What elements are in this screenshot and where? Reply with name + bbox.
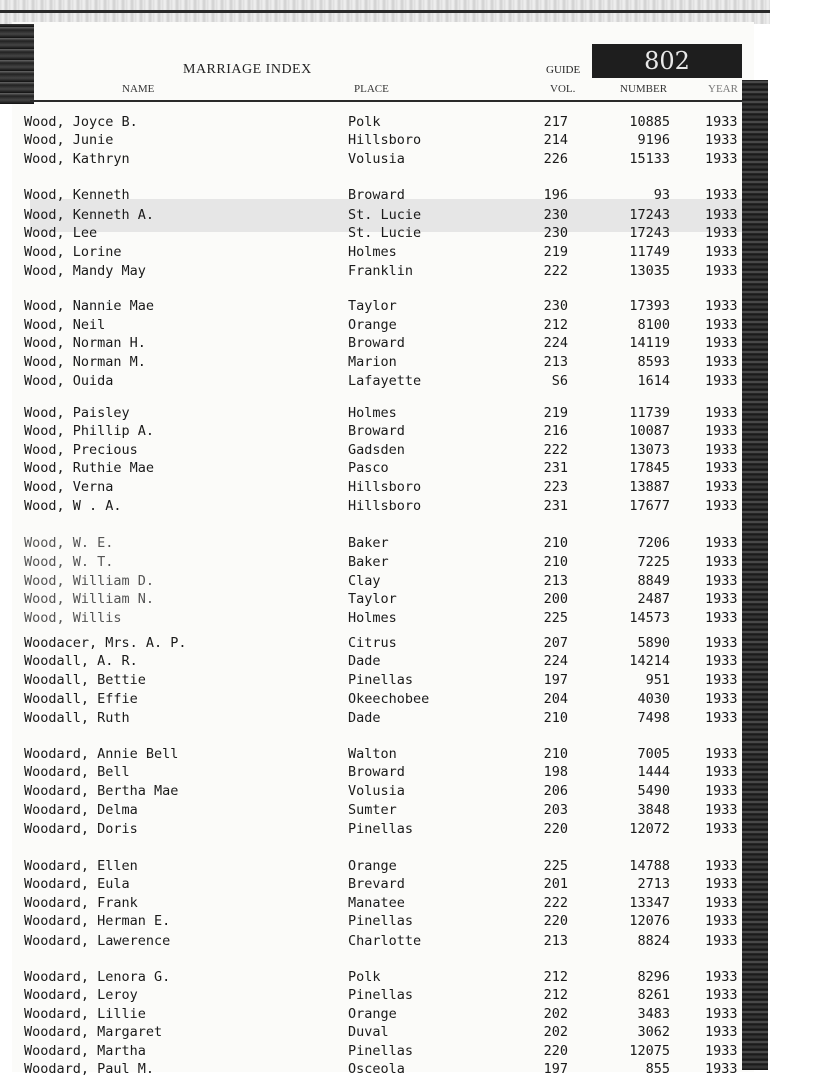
entry-year: 1933 — [705, 405, 738, 421]
entry-volume: 203 — [543, 802, 568, 818]
entry-volume: 214 — [543, 132, 568, 148]
entry-year: 1933 — [705, 1043, 738, 1059]
entry-volume: 222 — [543, 442, 568, 458]
entry-volume: 212 — [543, 987, 568, 1003]
entry-number: 7005 — [637, 746, 670, 762]
entry-year: 1933 — [705, 987, 738, 1003]
entry-number: 7498 — [637, 710, 670, 726]
entry-year: 1933 — [705, 783, 738, 799]
entry-number: 8824 — [637, 933, 670, 949]
entry-place: Pinellas — [348, 821, 414, 837]
entry-number: 8296 — [637, 969, 670, 985]
entry-place: Pinellas — [348, 987, 414, 1003]
table-row — [0, 534, 760, 552]
entry-name: Wood, Junie — [24, 132, 114, 148]
entry-year: 1933 — [705, 151, 738, 167]
entry-place: Taylor — [348, 591, 397, 607]
entry-number: 3483 — [637, 1006, 670, 1022]
entry-volume: 197 — [543, 1061, 568, 1077]
entry-number: 8261 — [637, 987, 670, 1003]
entry-number: 8593 — [637, 354, 670, 370]
entry-name: Woodard, Herman E. — [24, 913, 171, 929]
entry-name: Woodard, Doris — [24, 821, 138, 837]
entry-number: 17393 — [629, 298, 670, 314]
entry-volume: 224 — [543, 653, 568, 669]
column-header-year: YEAR — [708, 83, 738, 95]
entry-year: 1933 — [705, 535, 738, 551]
entry-place: Volusia — [348, 783, 405, 799]
entry-year: 1933 — [705, 895, 738, 911]
table-row — [0, 572, 760, 590]
entry-number: 10087 — [629, 423, 670, 439]
entry-volume: 210 — [543, 535, 568, 551]
table-row — [0, 763, 760, 781]
entry-volume: 213 — [543, 933, 568, 949]
entry-name: Wood, Precious — [24, 442, 138, 458]
page-number: 802 — [592, 44, 742, 78]
entry-place: Orange — [348, 858, 397, 874]
entry-name: Woodall, Ruth — [24, 710, 130, 726]
entry-place: Brevard — [348, 876, 405, 892]
entry-place: Marion — [348, 354, 397, 370]
entry-name: Woodard, Annie Bell — [24, 746, 179, 762]
entry-place: Broward — [348, 764, 405, 780]
entry-year: 1933 — [705, 498, 738, 514]
entry-volume: S6 — [551, 373, 568, 389]
entry-year: 1933 — [705, 876, 738, 892]
entry-year: 1933 — [705, 691, 738, 707]
table-row — [0, 206, 760, 224]
entry-year: 1933 — [705, 263, 738, 279]
entry-volume: 217 — [543, 114, 568, 130]
entry-name: Wood, Paisley — [24, 405, 130, 421]
table-row — [0, 478, 760, 496]
table-row — [0, 372, 760, 390]
table-row — [0, 968, 760, 986]
entry-year: 1933 — [705, 423, 738, 439]
table-row — [0, 1042, 760, 1060]
entry-year: 1933 — [705, 114, 738, 130]
entry-volume: 202 — [543, 1006, 568, 1022]
table-row — [0, 745, 760, 763]
entry-number: 8100 — [637, 317, 670, 333]
entry-name: Wood, Ouida — [24, 373, 114, 389]
entry-number: 17845 — [629, 460, 670, 476]
entry-name: Wood, Nannie Mae — [24, 298, 155, 314]
entry-year: 1933 — [705, 764, 738, 780]
entry-volume: 210 — [543, 554, 568, 570]
table-row — [0, 150, 760, 168]
entry-number: 9196 — [637, 132, 670, 148]
entry-place: Dade — [348, 653, 381, 669]
table-row — [0, 690, 760, 708]
entry-number: 14119 — [629, 335, 670, 351]
entry-place: Pinellas — [348, 1043, 414, 1059]
entry-place: Hillsboro — [348, 479, 422, 495]
table-row — [0, 224, 760, 242]
entry-place: Walton — [348, 746, 397, 762]
page-title: MARRIAGE INDEX — [183, 62, 312, 77]
entry-place: Pasco — [348, 460, 389, 476]
entry-volume: 207 — [543, 635, 568, 651]
entry-name: Wood, Norman M. — [24, 354, 146, 370]
entry-year: 1933 — [705, 933, 738, 949]
entry-number: 14573 — [629, 610, 670, 626]
table-row — [0, 297, 760, 315]
entry-year: 1933 — [705, 132, 738, 148]
entry-year: 1933 — [705, 207, 738, 223]
entry-place: Franklin — [348, 263, 414, 279]
entry-year: 1933 — [705, 821, 738, 837]
entry-place: Polk — [348, 114, 381, 130]
entry-name: Woodard, Bell — [24, 764, 130, 780]
table-row — [0, 609, 760, 627]
entry-number: 17243 — [629, 225, 670, 241]
table-row — [0, 932, 760, 950]
entry-place: Volusia — [348, 151, 405, 167]
table-row — [0, 353, 760, 371]
entry-volume: 226 — [543, 151, 568, 167]
guide-label: GUIDE — [546, 64, 581, 76]
entry-name: Wood, W. T. — [24, 554, 114, 570]
entry-number: 8849 — [637, 573, 670, 589]
entry-place: Holmes — [348, 244, 397, 260]
entry-volume: 197 — [543, 672, 568, 688]
entry-place: Okeechobee — [348, 691, 430, 707]
entry-volume: 231 — [543, 498, 568, 514]
entry-place: Orange — [348, 317, 397, 333]
entry-name: Wood, Ruthie Mae — [24, 460, 155, 476]
entry-year: 1933 — [705, 1061, 738, 1077]
entry-number: 5890 — [637, 635, 670, 651]
entry-place: Clay — [348, 573, 381, 589]
entry-volume: 202 — [543, 1024, 568, 1040]
entry-year: 1933 — [705, 460, 738, 476]
entry-name: Woodall, Effie — [24, 691, 138, 707]
entry-number: 7206 — [637, 535, 670, 551]
entry-name: Woodall, Bettie — [24, 672, 146, 688]
table-row — [0, 243, 760, 261]
entry-volume: 220 — [543, 821, 568, 837]
entry-name: Wood, Joyce B. — [24, 114, 138, 130]
entry-volume: 222 — [543, 263, 568, 279]
entry-name: Wood, William N. — [24, 591, 155, 607]
entry-volume: 210 — [543, 710, 568, 726]
entry-name: Woodard, Paul M. — [24, 1061, 155, 1077]
entry-volume: 206 — [543, 783, 568, 799]
entry-volume: 223 — [543, 479, 568, 495]
entry-name: Wood, Verna — [24, 479, 114, 495]
entry-place: Pinellas — [348, 672, 414, 688]
entry-number: 1444 — [637, 764, 670, 780]
entry-place: Charlotte — [348, 933, 422, 949]
entry-year: 1933 — [705, 591, 738, 607]
entry-name: Woodall, A. R. — [24, 653, 138, 669]
entry-volume: 212 — [543, 317, 568, 333]
entry-year: 1933 — [705, 610, 738, 626]
entry-place: Osceola — [348, 1061, 405, 1077]
entry-name: Woodard, Lillie — [24, 1006, 146, 1022]
entry-place: St. Lucie — [348, 225, 422, 241]
table-row — [0, 875, 760, 893]
entry-volume: 230 — [543, 207, 568, 223]
entry-number: 14788 — [629, 858, 670, 874]
table-row — [0, 186, 760, 204]
entry-volume: 219 — [543, 244, 568, 260]
entry-year: 1933 — [705, 573, 738, 589]
entry-volume: 213 — [543, 573, 568, 589]
entry-name: Woodacer, Mrs. A. P. — [24, 635, 187, 651]
column-header-place: PLACE — [354, 83, 389, 95]
table-row — [0, 422, 760, 440]
entry-year: 1933 — [705, 354, 738, 370]
entry-year: 1933 — [705, 244, 738, 260]
entry-year: 1933 — [705, 317, 738, 333]
entry-place: Broward — [348, 423, 405, 439]
entry-name: Woodard, Eula — [24, 876, 130, 892]
entry-name: Woodard, Ellen — [24, 858, 138, 874]
table-row — [0, 404, 760, 422]
table-row — [0, 709, 760, 727]
entry-year: 1933 — [705, 672, 738, 688]
table-row — [0, 131, 760, 149]
entry-place: Hillsboro — [348, 498, 422, 514]
entry-volume: 200 — [543, 591, 568, 607]
entry-volume: 222 — [543, 895, 568, 911]
entry-number: 13347 — [629, 895, 670, 911]
entry-number: 3848 — [637, 802, 670, 818]
entry-volume: 213 — [543, 354, 568, 370]
entry-number: 855 — [645, 1061, 670, 1077]
entry-year: 1933 — [705, 442, 738, 458]
entry-number: 1614 — [637, 373, 670, 389]
table-row — [0, 1005, 760, 1023]
entry-number: 3062 — [637, 1024, 670, 1040]
entry-volume: 231 — [543, 460, 568, 476]
entry-place: Holmes — [348, 405, 397, 421]
entry-name: Woodard, Lenora G. — [24, 969, 171, 985]
entry-place: Taylor — [348, 298, 397, 314]
table-row — [0, 671, 760, 689]
entry-place: Duval — [348, 1024, 389, 1040]
entry-year: 1933 — [705, 298, 738, 314]
table-row — [0, 912, 760, 930]
entry-number: 11749 — [629, 244, 670, 260]
table-row — [0, 459, 760, 477]
entry-volume: 219 — [543, 405, 568, 421]
table-row — [0, 801, 760, 819]
entry-name: Wood, Kenneth A. — [24, 207, 155, 223]
entry-year: 1933 — [705, 858, 738, 874]
table-row — [0, 986, 760, 1004]
entry-place: Baker — [348, 554, 389, 570]
entry-year: 1933 — [705, 479, 738, 495]
entry-year: 1933 — [705, 335, 738, 351]
table-row — [0, 553, 760, 571]
entry-volume: 225 — [543, 610, 568, 626]
entry-number: 2487 — [637, 591, 670, 607]
entry-year: 1933 — [705, 969, 738, 985]
entry-name: Wood, William D. — [24, 573, 155, 589]
entry-number: 5490 — [637, 783, 670, 799]
entry-name: Wood, Lee — [24, 225, 98, 241]
entry-name: Woodard, Frank — [24, 895, 138, 911]
entry-name: Wood, Neil — [24, 317, 106, 333]
entry-number: 13073 — [629, 442, 670, 458]
entry-year: 1933 — [705, 710, 738, 726]
entry-year: 1933 — [705, 653, 738, 669]
entry-number: 4030 — [637, 691, 670, 707]
entry-name: Wood, Mandy May — [24, 263, 146, 279]
entry-number: 12072 — [629, 821, 670, 837]
entry-place: Broward — [348, 187, 405, 203]
entry-number: 15133 — [629, 151, 670, 167]
entry-number: 11739 — [629, 405, 670, 421]
entry-place: Dade — [348, 710, 381, 726]
entry-volume: 225 — [543, 858, 568, 874]
entry-year: 1933 — [705, 802, 738, 818]
entry-name: Wood, Kenneth — [24, 187, 130, 203]
entry-place: Hillsboro — [348, 132, 422, 148]
table-row — [0, 262, 760, 280]
table-row — [0, 857, 760, 875]
entry-volume: 210 — [543, 746, 568, 762]
entry-name: Woodard, Delma — [24, 802, 138, 818]
entry-volume: 212 — [543, 969, 568, 985]
entry-volume: 230 — [543, 298, 568, 314]
entry-number: 17677 — [629, 498, 670, 514]
entry-place: Manatee — [348, 895, 405, 911]
table-row — [0, 1060, 760, 1078]
table-row — [0, 334, 760, 352]
entry-name: Wood, Kathryn — [24, 151, 130, 167]
entry-number: 2713 — [637, 876, 670, 892]
entry-number: 7225 — [637, 554, 670, 570]
table-row — [0, 316, 760, 334]
entry-number: 13035 — [629, 263, 670, 279]
entry-place: Sumter — [348, 802, 397, 818]
entry-place: Citrus — [348, 635, 397, 651]
entry-place: Pinellas — [348, 913, 414, 929]
entry-name: Wood, W. E. — [24, 535, 114, 551]
table-row — [0, 1023, 760, 1041]
entry-place: Broward — [348, 335, 405, 351]
entry-volume: 220 — [543, 1043, 568, 1059]
entry-name: Wood, W . A. — [24, 498, 122, 514]
entry-name: Wood, Phillip A. — [24, 423, 155, 439]
entry-volume: 198 — [543, 764, 568, 780]
entry-place: Baker — [348, 535, 389, 551]
entry-name: Wood, Willis — [24, 610, 122, 626]
entry-number: 10885 — [629, 114, 670, 130]
entry-year: 1933 — [705, 187, 738, 203]
table-row — [0, 634, 760, 652]
entry-volume: 220 — [543, 913, 568, 929]
column-header-number: NUMBER — [620, 83, 668, 95]
table-row — [0, 441, 760, 459]
entry-number: 12075 — [629, 1043, 670, 1059]
entry-name: Woodard, Leroy — [24, 987, 138, 1003]
table-row — [0, 782, 760, 800]
entry-number: 93 — [653, 187, 670, 203]
entry-year: 1933 — [705, 373, 738, 389]
entry-number: 951 — [645, 672, 670, 688]
entry-number: 17243 — [629, 207, 670, 223]
entry-place: Gadsden — [348, 442, 405, 458]
entry-place: St. Lucie — [348, 207, 422, 223]
table-row — [0, 590, 760, 608]
entry-place: Holmes — [348, 610, 397, 626]
entry-place: Orange — [348, 1006, 397, 1022]
column-header-name: NAME — [122, 83, 155, 95]
entry-place: Lafayette — [348, 373, 422, 389]
entry-year: 1933 — [705, 635, 738, 651]
entry-year: 1933 — [705, 1024, 738, 1040]
entry-name: Wood, Norman H. — [24, 335, 146, 351]
table-row — [0, 652, 760, 670]
entry-volume: 201 — [543, 876, 568, 892]
entry-year: 1933 — [705, 554, 738, 570]
entry-volume: 216 — [543, 423, 568, 439]
entry-number: 14214 — [629, 653, 670, 669]
column-header-vol: VOL. — [550, 83, 576, 95]
entry-volume: 196 — [543, 187, 568, 203]
entry-name: Woodard, Lawerence — [24, 933, 171, 949]
entry-volume: 230 — [543, 225, 568, 241]
entry-year: 1933 — [705, 1006, 738, 1022]
entry-name: Woodard, Martha — [24, 1043, 146, 1059]
entry-year: 1933 — [705, 746, 738, 762]
table-row — [0, 894, 760, 912]
entry-number: 13887 — [629, 479, 670, 495]
table-row — [0, 497, 760, 515]
table-row — [0, 820, 760, 838]
entry-place: Polk — [348, 969, 381, 985]
entry-name: Woodard, Margaret — [24, 1024, 163, 1040]
entry-volume: 204 — [543, 691, 568, 707]
entry-volume: 224 — [543, 335, 568, 351]
entry-number: 12076 — [629, 913, 670, 929]
table-row — [0, 113, 760, 131]
entry-year: 1933 — [705, 225, 738, 241]
entry-name: Woodard, Bertha Mae — [24, 783, 179, 799]
entry-year: 1933 — [705, 913, 738, 929]
entry-name: Wood, Lorine — [24, 244, 122, 260]
